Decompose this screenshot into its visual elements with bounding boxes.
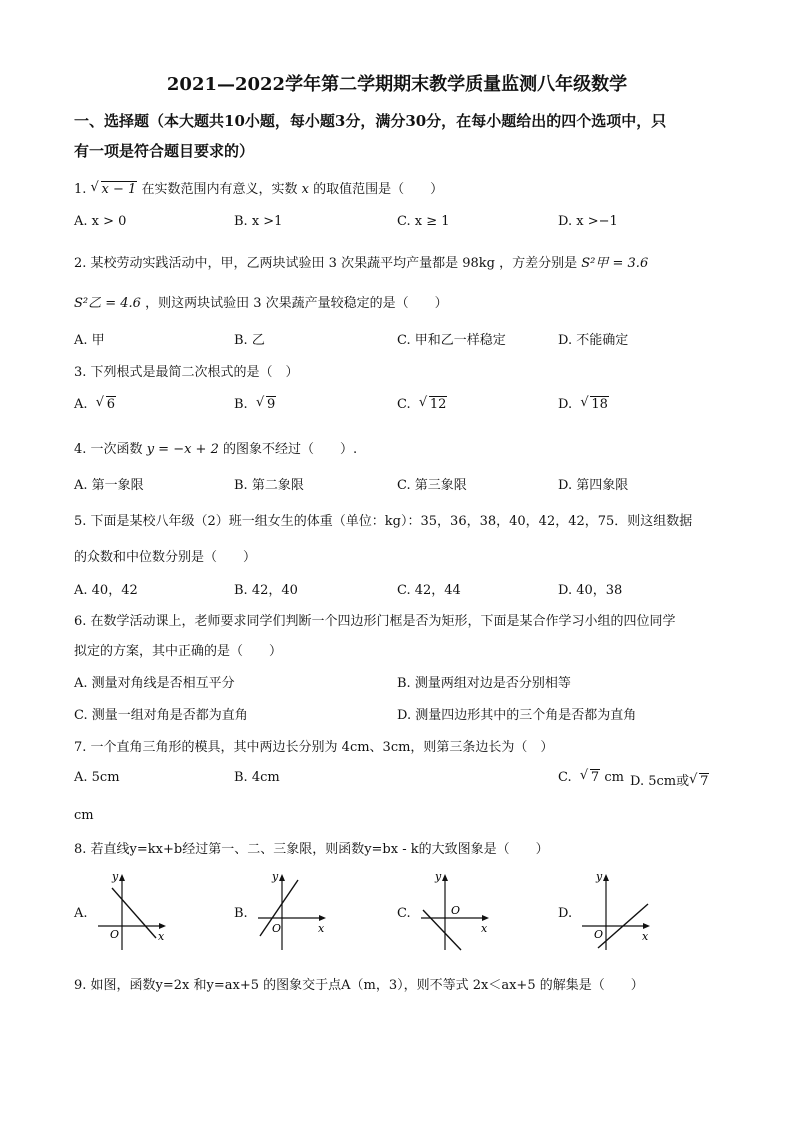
y-axis-arrow (442, 874, 448, 881)
q1-option-d[interactable]: D. x >−1 (558, 214, 618, 229)
y-axis-arrow (279, 874, 285, 881)
question-2-line2: S²乙 = 4.6 ，则这两块试验田 3 次果蔬产量较稳定的是（ ） (74, 296, 448, 311)
q7-option-b[interactable]: B. 4cm (234, 770, 280, 785)
q8-graph-d[interactable] (576, 866, 656, 952)
q2-option-c[interactable]: C. 甲和乙一样稳定 (397, 333, 506, 348)
q4-option-b[interactable]: B. 第二象限 (234, 478, 304, 493)
y-label: y (435, 870, 442, 883)
question-1 (74, 178, 443, 197)
x-axis-arrow (159, 923, 166, 929)
question-6-line2: 拟定的方案，其中正确的是（ ） (74, 644, 283, 659)
q5-option-a[interactable]: A. 40，42 (74, 583, 138, 598)
origin-label: O (272, 922, 282, 935)
q8-label-a[interactable]: A. (74, 906, 88, 921)
q1-number: 1. (74, 182, 87, 197)
y-axis-arrow (119, 874, 125, 881)
q6-option-c[interactable]: C. 测量一组对角是否都为直角 (74, 708, 248, 723)
q6-option-a[interactable]: A. 测量对角线是否相互平分 (74, 676, 235, 691)
origin-label: O (594, 928, 604, 941)
q8-label-d[interactable]: D. (558, 906, 573, 921)
question-2-line1: 2. 某校劳动实践活动中，甲，乙两块试验田 3 次果蔬平均产量都是 98kg ，方差分别是 S²甲 = 3.6 (74, 256, 649, 271)
q3-option-b[interactable]: B. √ 9 (234, 397, 276, 412)
q1-option-a[interactable]: A. x > 0 (74, 214, 127, 229)
q7-option-a[interactable]: A. 5cm (74, 770, 120, 785)
question-5-line1: 5. 下面是某校八年级（2）班一组女生的体重（单位：kg）：35，36，38，40，42，42，75．则这组数据 (74, 514, 693, 529)
q1-radical: √ x − 1 (91, 182, 138, 197)
x-axis-arrow (643, 923, 650, 929)
question-8: 8. 若直线y=kx+b经过第一、二、三象限，则函数y=bx - k的大致图象是（ ） (74, 842, 549, 857)
q6-option-b[interactable]: B. 测量两组对边是否分别相等 (397, 676, 571, 691)
x-label: x (318, 922, 325, 935)
section-heading-line2: 有一项是符合题目要求的） (74, 142, 255, 160)
y-axis-arrow (603, 874, 609, 881)
x-label: x (481, 922, 488, 935)
q7-option-d[interactable]: D. 5cm或√ 7 (630, 770, 709, 789)
q1-option-b[interactable]: B. x >1 (234, 214, 283, 229)
q8-graph-c[interactable] (415, 866, 495, 952)
q2-option-a[interactable]: A. 甲 (74, 333, 105, 348)
q5-option-b[interactable]: B. 42，40 (234, 583, 298, 598)
q1-text: 在实数范围内有意义，实数 (141, 182, 298, 197)
q7-option-c[interactable]: C. √ 7 cm (558, 770, 624, 785)
q4-option-c[interactable]: C. 第三象限 (397, 478, 467, 493)
q2-option-b[interactable]: B. 乙 (234, 333, 265, 348)
q8-label-c[interactable]: C. (397, 906, 411, 921)
section-heading-line1: 一、选择题（本大题共10小题，每小题3分，满分30分，在每小题给出的四个选项中，只 (74, 112, 667, 130)
origin-label: O (110, 928, 120, 941)
x-label: x (642, 930, 649, 943)
q8-label-b[interactable]: B. (234, 906, 248, 921)
q4-option-a[interactable]: A. 第一象限 (74, 478, 144, 493)
x-axis-arrow (482, 915, 489, 921)
q8-graph-a[interactable] (92, 866, 172, 952)
q5-option-c[interactable]: C. 42，44 (397, 583, 461, 598)
q2-value: 98kg (462, 256, 495, 271)
x-label: x (158, 930, 165, 943)
q1-var: x (301, 182, 309, 197)
y-label: y (112, 870, 119, 883)
question-5-line2: 的众数和中位数分别是（ ） (74, 550, 257, 565)
origin-label: O (451, 904, 461, 917)
q6-option-d[interactable]: D. 测量四边形其中的三个角是否都为直角 (397, 708, 637, 723)
q1-option-c[interactable]: C. x ≥ 1 (397, 214, 450, 229)
question-9: 9. 如图，函数y=2x 和y=ax+5 的图象交于点A（m，3），则不等式 2x＜ax+5 的解集是（ ） (74, 978, 644, 993)
q5-option-d[interactable]: D. 40，38 (558, 583, 623, 598)
question-6-line1: 6. 在数学活动课上，老师要求同学们判断一个四边形门框是否为矩形，下面是某合作学习小组的四位同学 (74, 614, 676, 629)
x-axis-arrow (319, 915, 326, 921)
page-title: 2021—2022学年第二学期期末教学质量监测八年级数学 (166, 74, 628, 95)
q2-variance-jia: S²甲 = 3.6 (581, 256, 649, 271)
q4-option-d[interactable]: D. 第四象限 (558, 478, 629, 493)
question-4: 4. 一次函数 y = −x + 2 的图象不经过（ ）. (74, 442, 358, 457)
question-3: 3. 下列根式是最简二次根式的是（ ） (74, 365, 299, 380)
q3-option-a[interactable]: A. √ 6 (74, 397, 116, 412)
y-label: y (272, 870, 279, 883)
y-label: y (596, 870, 603, 883)
q7-option-d-wrap: cm (74, 808, 94, 823)
question-7: 7. 一个直角三角形的模具，其中两边长分别为 4cm、3cm，则第三条边长为（ ） (74, 740, 554, 755)
q3-option-c[interactable]: C. √ 12 (397, 397, 447, 412)
q1-text2: 的取值范围是（ ） (313, 182, 444, 197)
q8-graph-b[interactable] (252, 866, 332, 952)
q4-formula: y = −x + 2 (146, 442, 219, 457)
q3-option-d[interactable]: D. √ 18 (558, 397, 609, 412)
q2-option-d[interactable]: D. 不能确定 (558, 333, 629, 348)
q2-variance-yi: S²乙 = 4.6 (74, 296, 141, 311)
